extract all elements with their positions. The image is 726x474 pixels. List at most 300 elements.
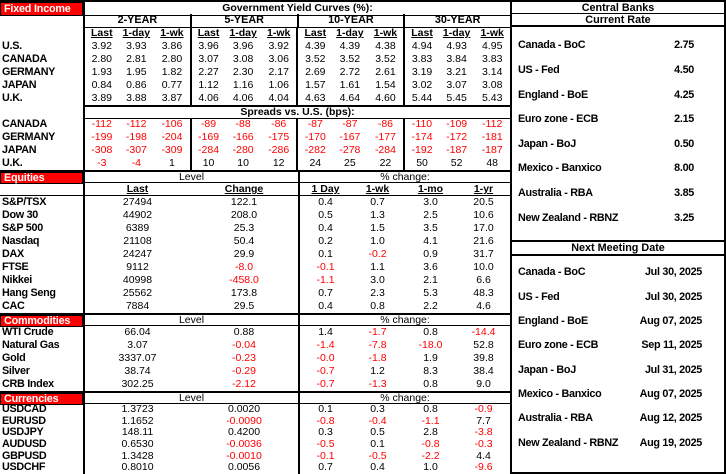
row-label: GERMANY (2, 131, 56, 143)
cell-value: 4.06 (190, 92, 226, 105)
cell-value: -89 (190, 118, 226, 131)
table-row (0, 92, 510, 105)
next-meeting-list (512, 256, 724, 469)
spacer (0, 14, 83, 28)
cell-value: -199 (83, 131, 119, 144)
table-row (0, 79, 510, 92)
spacer (0, 105, 83, 119)
cell-value: 3.02 (403, 79, 439, 92)
cell-value: -177 (374, 131, 396, 143)
equity-rows (0, 196, 510, 313)
cell-value: -0.1 (298, 261, 351, 274)
cell-value: 0.4 (298, 300, 351, 313)
cell-value: -9.6 (474, 461, 493, 474)
cell-value: -0.0 (298, 352, 351, 365)
cell-value: -87 (296, 118, 332, 131)
cell-value: 24 (296, 157, 332, 170)
cell-value: 40998 (83, 274, 190, 287)
cell-value: 44902 (83, 209, 190, 222)
meeting-date: Jul 30, 2025 (644, 290, 702, 303)
bank-label: New Zealand - RBNZ (518, 436, 619, 449)
cell-value: 10 (237, 157, 249, 169)
cell-value: 5.44 (403, 92, 439, 105)
cell-value: -3.8 (474, 426, 493, 439)
cell-value: 3.07 (190, 53, 226, 66)
row-label: CAC (2, 300, 25, 312)
equities-banner: Equities (0, 172, 83, 184)
table-row (0, 261, 510, 274)
row-label: DAX (2, 248, 24, 260)
row-label: JAPAN (2, 79, 37, 91)
cell-value: 1.82 (161, 66, 183, 78)
cell-value: -166 (232, 131, 254, 143)
table-row (0, 274, 510, 287)
cell-value: -187 (481, 144, 503, 156)
cell-value: -1.7 (368, 326, 387, 338)
cell-value: 0.0056 (227, 461, 261, 474)
bank-label: England - BoE (518, 314, 588, 327)
row-label: CANADA (2, 118, 47, 130)
cell-value: -282 (296, 144, 332, 157)
col-header-last: Last (296, 27, 332, 40)
row-label: Nikkei (2, 274, 33, 286)
next-meeting-header: Next Meeting Date (512, 240, 724, 256)
pct-change-header: % change: (298, 393, 510, 405)
bank-rate: 3.85 (674, 187, 694, 200)
row-label: S&P/TSX (2, 196, 47, 208)
table-row (0, 339, 510, 352)
cell-value: 0.1 (298, 248, 351, 261)
cell-value: -2.12 (232, 378, 256, 390)
cell-value: 7.7 (476, 414, 491, 427)
cell-value: -1.1 (298, 274, 351, 287)
cell-value: -307 (125, 144, 147, 156)
cell-value: 0.9 (423, 248, 438, 260)
table-row (0, 209, 510, 222)
row-label: FTSE (2, 261, 29, 273)
cell-value: 3.52 (296, 53, 332, 66)
cell-value: -86 (271, 118, 287, 130)
table-row (0, 196, 510, 209)
bank-rate: 4.25 (674, 88, 694, 101)
cell-value: 2.17 (268, 66, 289, 78)
table-row (0, 404, 510, 416)
bank-label: Euro zone - ECB (518, 113, 599, 126)
cell-value: 25 (344, 157, 356, 169)
cell-value: 3.92 (268, 40, 289, 52)
cell-value: 38.4 (473, 365, 494, 377)
cell-value: -0.29 (232, 365, 256, 377)
cell-value: 8.3 (423, 365, 438, 377)
cell-value: -106 (161, 118, 183, 130)
table-row (0, 235, 510, 248)
fixed-income-header-row (0, 0, 510, 14)
cell-value: 50 (403, 157, 439, 170)
table-row (0, 131, 510, 144)
table-row (0, 118, 510, 131)
cell-value: -172 (446, 131, 468, 143)
cell-value: 1.54 (375, 79, 396, 91)
cell-value: -1.3 (368, 378, 387, 390)
cell-value: 3.84 (446, 53, 467, 65)
cell-value: 173.8 (230, 287, 258, 299)
cell-value: 0.5 (298, 209, 351, 222)
central-bank-row (512, 162, 724, 174)
cell-value: 2.80 (83, 53, 119, 66)
cell-value: -0.9 (474, 403, 493, 415)
cell-value: -170 (296, 131, 332, 144)
col-header-1day: 1-day (122, 27, 151, 39)
cell-value: 3.14 (481, 66, 503, 78)
cell-value: 0.7 (370, 196, 385, 208)
col-header-last: Last (83, 183, 190, 196)
cell-value: -187 (446, 144, 468, 156)
cell-value: -3 (83, 157, 119, 170)
table-row (0, 53, 510, 66)
cell-value: 2.3 (370, 287, 385, 299)
col-header-1day: 1 Day (298, 183, 351, 196)
cell-value: 1.9 (423, 352, 438, 364)
cell-value: 4.39 (339, 40, 361, 52)
cell-value: -0.23 (232, 352, 256, 364)
cell-value: 3.08 (481, 79, 503, 91)
central-bank-row (512, 138, 724, 150)
cell-value: 2.8 (423, 426, 438, 439)
cell-value: 3.0 (423, 196, 438, 208)
meeting-date: Jul 31, 2025 (644, 363, 702, 376)
central-bank-row (512, 266, 724, 278)
cell-value: -458.0 (229, 274, 259, 286)
cell-value: -2.2 (421, 449, 440, 462)
cell-value: 2.30 (232, 66, 254, 78)
row-label: U.K. (2, 92, 23, 104)
row-label: JAPAN (2, 144, 37, 156)
col-header-1day: 1-day (442, 27, 471, 39)
cell-value: -0.04 (232, 339, 256, 351)
cell-value: -198 (125, 131, 147, 143)
pct-change-header: % change: (298, 172, 510, 184)
commodities-banner: Commodities (0, 315, 83, 327)
cell-value: 0.8 (423, 378, 438, 390)
cell-value: 4.39 (296, 40, 332, 53)
cell-value: 1.57 (296, 79, 332, 92)
cell-value: 66.04 (83, 326, 190, 339)
cell-value: -0.2 (368, 248, 387, 260)
cell-value: 2.61 (375, 66, 396, 78)
cell-value: 3.89 (83, 92, 119, 105)
cell-value: -1.4 (298, 339, 351, 352)
cell-value: 0.88 (233, 326, 255, 338)
cell-value: 1.2 (370, 365, 385, 377)
row-label: Nasdaq (2, 235, 40, 247)
table-row (0, 157, 510, 170)
table-row (0, 40, 510, 53)
cell-value: 25.3 (233, 222, 255, 234)
table-row (0, 287, 510, 300)
current-rate-list (512, 27, 724, 240)
col-header-1day: 1-day (229, 27, 257, 39)
cell-value: -0.4 (368, 414, 387, 427)
cell-value: 302.25 (83, 378, 190, 391)
table-row (0, 352, 510, 365)
cell-value: 29.5 (233, 300, 255, 312)
row-label: WTI Crude (2, 326, 54, 338)
cell-value: 48 (486, 157, 499, 169)
cell-value: 0.0020 (227, 403, 261, 415)
cell-value: 0.3 (298, 427, 351, 439)
cell-value: 208.0 (230, 209, 258, 221)
cell-value: 4.64 (339, 92, 361, 104)
cell-value: -0.5 (368, 449, 387, 462)
bank-label: New Zealand - RBNZ (518, 211, 619, 224)
cell-value: 3.96 (190, 40, 226, 53)
cell-value: 6.6 (476, 274, 491, 286)
row-label: CRB Index (2, 378, 54, 390)
level-header: Level (83, 393, 298, 405)
bank-rate: 2.15 (674, 113, 694, 126)
cell-value: 0.8 (370, 300, 385, 312)
bank-rate: 3.25 (674, 211, 694, 224)
cell-value: 2.27 (190, 66, 226, 79)
cell-value: 0.6530 (83, 439, 190, 451)
col-header-last: Last (83, 27, 119, 40)
cell-value: -86 (377, 118, 394, 130)
cell-value: -0.8 (298, 416, 351, 428)
bank-label: England - BoE (518, 88, 588, 101)
cell-value: 1.0 (423, 461, 438, 474)
cell-value: 20.5 (473, 196, 494, 208)
cell-value: 0.4 (298, 196, 351, 209)
bank-label: Japan - BoJ (518, 137, 576, 150)
cell-value: -0.0010 (226, 449, 262, 462)
cell-value: 10 (190, 157, 226, 170)
cell-value: -0.5 (298, 439, 351, 451)
cell-value: 3.19 (403, 66, 439, 79)
row-label: AUDUSD (2, 437, 47, 450)
cell-value: 4.95 (481, 40, 503, 52)
cell-value: -1.8 (368, 352, 387, 364)
cell-value: 3.07 (446, 79, 467, 91)
cell-value: 1.16 (232, 79, 254, 91)
cell-value: 4.04 (268, 92, 289, 104)
cell-value: 50.4 (233, 235, 255, 247)
cell-value: -169 (190, 131, 226, 144)
table-row (0, 462, 510, 474)
cell-value: 3.88 (126, 92, 147, 104)
table-row (0, 326, 510, 339)
cell-value: -284 (374, 144, 396, 156)
current-rate-header: Current Rate (512, 14, 724, 27)
currency-rows (0, 404, 510, 474)
row-label: Gold (2, 352, 26, 364)
cell-value: -286 (268, 144, 290, 156)
cell-value: 4.93 (446, 40, 467, 52)
cell-value: 21108 (83, 235, 190, 248)
cell-value: -0.7 (298, 365, 351, 378)
col-header-1wk: 1-wk (365, 183, 390, 195)
table-row (0, 144, 510, 157)
cell-value: 3.87 (161, 92, 183, 104)
cell-value: 27494 (83, 196, 190, 209)
cell-value: 1.12 (190, 79, 226, 92)
pct-change-header: % change: (298, 315, 510, 327)
cell-value: 0.2 (298, 235, 351, 248)
table-row (0, 300, 510, 313)
yield-rows (0, 40, 510, 105)
row-label: GBPUSD (2, 449, 47, 462)
cell-value: 5.43 (481, 92, 503, 104)
cell-value: 0.3 (370, 403, 385, 415)
col-header-last: Last (403, 27, 439, 40)
meeting-date: Aug 07, 2025 (639, 314, 702, 327)
table-row (0, 66, 510, 79)
bank-rate: 0.50 (674, 137, 694, 150)
cell-value: 5.45 (446, 92, 467, 104)
currencies-banner: Currencies (0, 393, 83, 405)
cell-value: -7.8 (368, 339, 387, 351)
cell-value: 4.94 (403, 40, 439, 53)
cell-value: 1.5 (370, 222, 385, 234)
bank-label: US - Fed (518, 290, 560, 303)
cell-value: -112 (83, 118, 119, 131)
central-bank-row (512, 412, 724, 424)
col-header-change: Change (224, 183, 264, 195)
cell-value: 3.07 (83, 339, 190, 352)
cell-value: 5.3 (423, 287, 438, 299)
cell-value: -8.0 (234, 261, 254, 273)
cell-value: -0.8 (421, 437, 440, 450)
central-bank-row (512, 39, 724, 51)
cell-value: 2.80 (161, 53, 183, 65)
cell-value: 1.06 (268, 79, 289, 91)
central-bank-row (512, 187, 724, 199)
cell-value: -167 (339, 131, 361, 143)
cell-value: -278 (339, 144, 361, 156)
cell-value: -88 (235, 118, 251, 130)
spreads-title-row (0, 105, 510, 118)
spacer (0, 27, 83, 40)
cell-value: -112 (482, 118, 503, 130)
cell-value: 9.0 (476, 378, 491, 390)
cell-value: 3.93 (126, 40, 147, 52)
cell-value: 1.3 (370, 209, 385, 221)
group-header-10year: 10-YEAR (297, 14, 404, 28)
cell-value: 2.2 (423, 300, 438, 312)
cell-value: -204 (161, 131, 183, 143)
row-label: Silver (2, 365, 30, 377)
group-header-5year: 5-YEAR (190, 14, 297, 28)
meeting-date: Sep 11, 2025 (641, 339, 702, 352)
cell-value: 0.8010 (83, 462, 190, 474)
central-bank-row (512, 113, 724, 125)
fixed-income-banner: Fixed Income (0, 2, 83, 16)
cell-value: 38.74 (83, 365, 190, 378)
col-header-1wk: 1-wk (160, 27, 184, 39)
cell-value: -87 (342, 118, 358, 130)
cell-value: 1.93 (83, 66, 119, 79)
cell-value: 1.1652 (83, 416, 190, 428)
cell-value: 3.96 (232, 40, 254, 52)
cell-value: 0.8 (423, 403, 438, 415)
cell-value: 2.1 (423, 274, 438, 286)
cell-value: -0.7 (298, 378, 351, 391)
spreads-title: Spreads vs. U.S. (bps): (83, 105, 510, 119)
cell-value: 3.6 (423, 261, 438, 273)
bank-label: Canada - BoC (518, 39, 586, 52)
bank-label: Australia - RBA (518, 187, 593, 200)
cell-value: -192 (403, 144, 439, 157)
cell-value: 0.4200 (227, 426, 261, 439)
cell-value: 4.1 (423, 235, 438, 247)
cell-value: 2.81 (126, 53, 147, 65)
group-header-30year: 30-YEAR (403, 14, 510, 28)
cell-value: -1.1 (421, 414, 440, 427)
cell-value: 3.52 (375, 53, 396, 65)
cell-value: 10.6 (473, 209, 494, 221)
cell-value: 3.08 (232, 53, 254, 65)
cell-value: -4 (131, 157, 142, 169)
cell-value: 9112 (83, 261, 190, 274)
cell-value: 0.4 (370, 461, 385, 474)
yield-column-header-row (0, 27, 510, 40)
meeting-date: Aug 12, 2025 (639, 412, 702, 425)
cell-value: 1.3723 (83, 404, 190, 416)
central-bank-row (512, 212, 724, 224)
cell-value: 0.86 (126, 79, 147, 91)
row-label: Hang Seng (2, 287, 56, 299)
cell-value: -181 (481, 131, 503, 143)
cell-value: 2.5 (423, 209, 438, 221)
spread-rows (0, 118, 510, 170)
row-label: Natural Gas (2, 339, 60, 351)
cell-value: 0.4 (298, 222, 351, 235)
cell-value: 1.3428 (83, 451, 190, 463)
cell-value: 0.7 (298, 287, 351, 300)
central-bank-row (512, 64, 724, 76)
cell-value: 148.11 (83, 427, 190, 439)
table-row (0, 248, 510, 261)
cell-value: 7884 (83, 300, 190, 313)
central-bank-row (512, 364, 724, 376)
cell-value: 4.38 (375, 40, 396, 52)
cell-value: 31.7 (473, 248, 494, 260)
meeting-date: Aug 07, 2025 (639, 388, 702, 401)
meeting-date: Jul 30, 2025 (644, 266, 702, 279)
bank-label: Mexico - Banxico (518, 388, 602, 401)
cell-value: -0.3 (474, 437, 493, 450)
cell-value: 52.8 (473, 339, 494, 351)
cell-value: 24247 (83, 248, 190, 261)
equities-column-header-row (0, 183, 510, 196)
cell-value: -308 (83, 144, 119, 157)
meeting-date: Aug 19, 2025 (639, 436, 702, 449)
cell-value: 1.4 (298, 326, 351, 339)
row-label: GERMANY (2, 66, 56, 78)
row-label: S&P 500 (2, 222, 43, 234)
central-bank-row (512, 388, 724, 400)
cell-value: 3.0 (370, 274, 385, 286)
cell-value: 6389 (83, 222, 190, 235)
bank-label: Mexico - Banxico (518, 162, 602, 175)
cell-value: 1.0 (370, 235, 385, 247)
central-bank-row (512, 291, 724, 303)
col-header-1day: 1-day (336, 27, 364, 39)
cell-value: 39.8 (473, 352, 494, 364)
cell-value: 0.8 (423, 326, 438, 338)
bank-label: Australia - RBA (518, 412, 593, 425)
cell-value: 29.9 (233, 248, 255, 260)
central-bank-row (512, 89, 724, 101)
